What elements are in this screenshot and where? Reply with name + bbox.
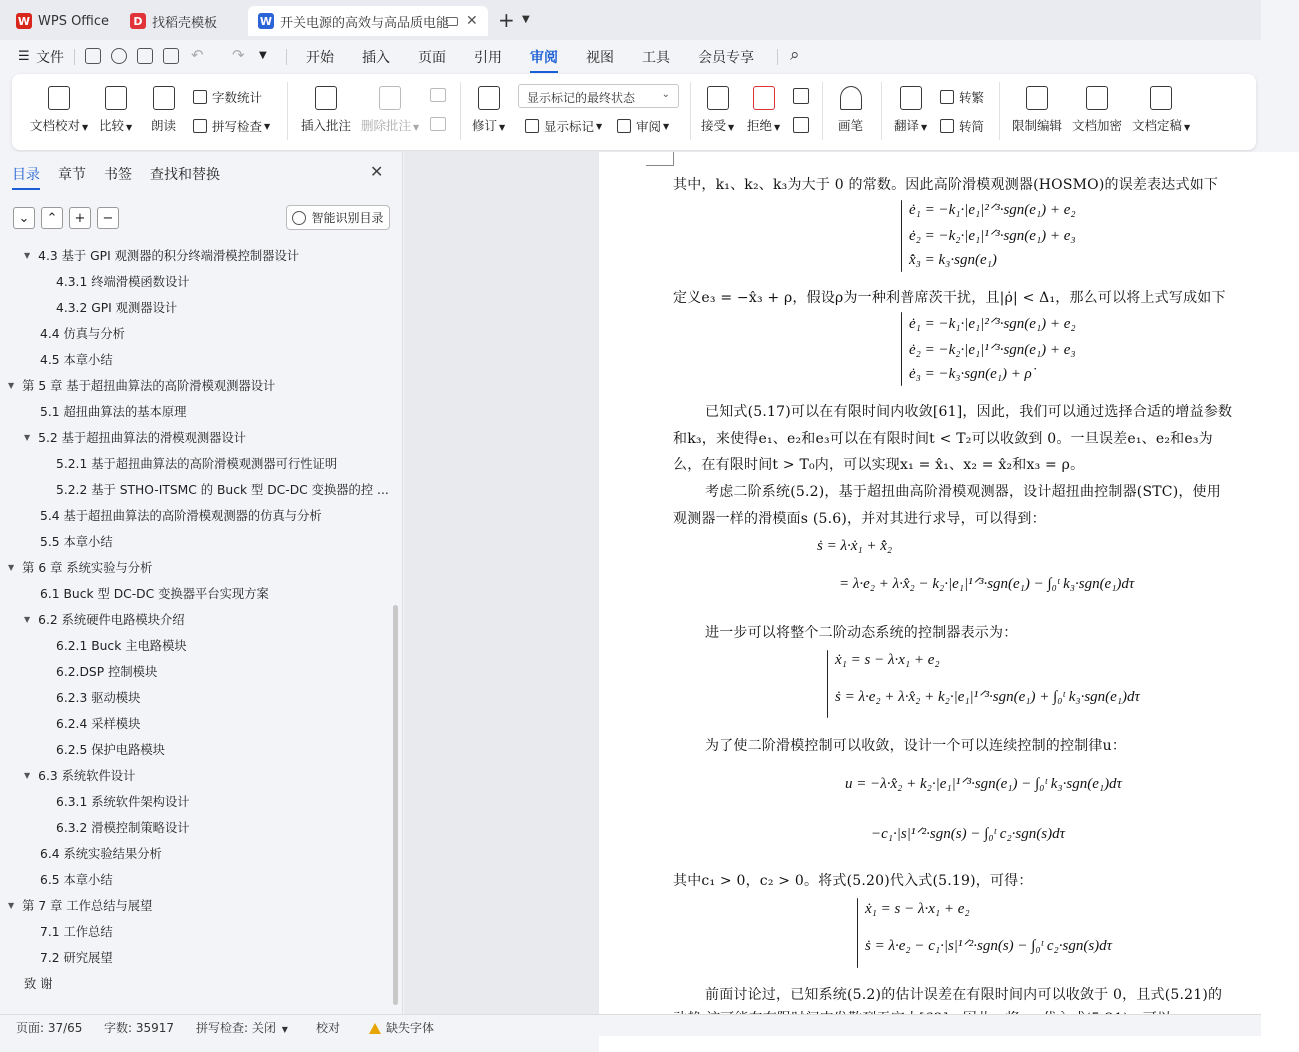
toc-item[interactable] (56, 476, 389, 502)
toc-item-label: 4.3.2 GPI 观测器设计 (56, 301, 178, 315)
toc-item[interactable] (8, 554, 152, 580)
paragraph[interactable]: 为了使二阶滑模控制可以收敛，设计一个可以连续控制的控制律u： (705, 738, 1127, 754)
translate-button[interactable]: 翻译 ▼ (894, 86, 927, 134)
toc-item[interactable] (40, 502, 322, 528)
revise-button[interactable]: 修订 ▼ (472, 86, 505, 134)
menu-tools[interactable]: 工具 (642, 50, 670, 66)
toc-list (0, 242, 395, 1002)
review-pane-button[interactable]: 审阅 ▼ (617, 117, 669, 135)
collapse-up-button[interactable]: ⌃ (41, 207, 63, 229)
equation-line[interactable]: u = −λ·x̂₂ + k₂·|e₁|¹ᐟ³·sgn(e₁) − ∫₀ᵗ k₃·sgn(e₁)dτ (845, 776, 1122, 792)
accept-icon (707, 86, 729, 110)
paragraph[interactable]: 么，在有限时间t > T₀内，可以实现x₁ = x̂₁、x₂ = x̂₂和x₃ = ρ。 (673, 457, 1085, 473)
wps-logo-icon: W (17, 14, 31, 28)
toc-item-label: 6.3.2 滑模控制策略设计 (56, 821, 190, 835)
toc-item-label: 6.3.1 系统软件架构设计 (56, 795, 190, 809)
toc-item-label: 4.4 仿真与分析 (40, 327, 125, 341)
word-count-icon (193, 90, 207, 104)
paragraph[interactable]: 已知式(5.17)可以在有限时间内收敛[61]，因此，我们可以通过选择合适的增益参数 (705, 404, 1233, 420)
tab-wps-office[interactable] (6, 6, 114, 36)
equation-line[interactable]: ṡ = λ·e₂ − c₁·|s|¹ᐟ²·sgn(s) − ∫₀ᵗ c₂·sgn(s)dτ (865, 938, 1113, 954)
toc-item[interactable] (56, 788, 190, 814)
equation-line[interactable]: −c₁·|s|¹ᐟ²·sgn(s) − ∫₀ᵗ c₂·sgn(s)dτ (871, 826, 1065, 842)
toc-item[interactable] (24, 242, 299, 268)
remove-heading-button[interactable]: − (97, 207, 119, 229)
next-change-icon[interactable] (793, 117, 809, 133)
smart-toc-button[interactable]: 智能识别目录 (286, 205, 390, 230)
divider (777, 49, 778, 65)
menu-view[interactable]: 视图 (586, 50, 614, 66)
equation-line[interactable]: ṡ = λ·ẋ₁ + x̂̇₂ (817, 538, 893, 554)
expand-triangle-icon[interactable]: ▼ (24, 250, 31, 260)
toc-item-label: 第 6 章 系统实验与分析 (22, 561, 153, 575)
paragraph[interactable]: 进一步可以将整个二阶动态系统的控制器表示为： (705, 625, 1018, 641)
tab-bookmarks[interactable]: 书签 (104, 167, 132, 183)
toc-item-label: 6.2.4 采样模块 (56, 717, 141, 731)
doc-check-button[interactable]: 文档校对 ▼ (30, 86, 88, 134)
paragraph[interactable]: 考虑二阶系统(5.2)，基于超扭曲高阶滑模观测器，设计超扭曲控制器(STC)，使用 (705, 484, 1221, 500)
equation-brace (901, 312, 902, 386)
finalize-button[interactable]: 文档定稿 ▼ (1132, 86, 1190, 134)
toc-item-label: 6.2.5 保护电路模块 (56, 743, 165, 757)
toc-item[interactable] (40, 398, 186, 424)
toc-item-label: 4.3.1 终端滑模函数设计 (56, 275, 190, 289)
tab-label: 找稻壳模板 (152, 15, 218, 31)
tab-sections[interactable]: 章节 (58, 167, 86, 183)
menu-page[interactable]: 页面 (418, 50, 446, 66)
toc-item-label: 5.4 基于超扭曲算法的高阶滑模观测器的仿真与分析 (40, 509, 322, 523)
menu-reference[interactable]: 引用 (474, 50, 502, 66)
revise-icon (478, 86, 500, 110)
show-markup-icon (525, 119, 539, 133)
toc-item-label: 第 5 章 基于超扭曲算法的高阶滑模观测器设计 (22, 379, 276, 393)
compare-icon (105, 86, 127, 110)
redo-icon[interactable]: ↷ (232, 46, 245, 64)
navigation-pane (0, 152, 403, 1014)
toc-item-label: 6.2 系统硬件电路模块介绍 (38, 613, 185, 627)
writer-logo-icon: W (259, 14, 273, 28)
read-aloud-icon (153, 86, 175, 110)
equation-line[interactable]: ė₁ = −k₁·|e₁|²ᐟ³·sgn(e₁) + e₂ (909, 202, 1076, 218)
expand-triangle-icon[interactable]: ▼ (8, 380, 15, 390)
page-corner-mark (646, 152, 674, 166)
print-icon[interactable] (137, 48, 153, 64)
menu-member[interactable]: 会员专享 (698, 50, 754, 66)
ribbon-review (12, 74, 1256, 150)
reject-button[interactable]: 拒绝 ▼ (747, 86, 780, 134)
divider (460, 82, 461, 140)
paragraph[interactable]: 其中，k₁、k₂、k₃为大于 0 的常数。因此高阶滑模观测器(HOSMO)的误差表达式如下 (673, 177, 1219, 193)
tab-bar (0, 0, 1261, 40)
chevron-down-icon: ⌄ (661, 89, 670, 100)
print-preview-icon[interactable] (163, 48, 179, 64)
toc-item-label: 4.5 本章小结 (40, 353, 113, 367)
read-aloud-button[interactable]: 朗读 (151, 86, 176, 134)
divider (74, 49, 75, 65)
toc-item[interactable] (24, 606, 185, 632)
monitor-icon[interactable] (446, 17, 458, 26)
toc-item[interactable] (56, 658, 157, 684)
toc-item[interactable] (56, 632, 187, 658)
menu-file[interactable]: 文件 (36, 50, 64, 66)
menu-home[interactable]: 开始 (306, 50, 334, 66)
equation-brace (901, 200, 902, 272)
insert-comment-icon (315, 86, 337, 110)
equation-line[interactable]: ė₂ = −k₂·|e₁|¹ᐟ³·sgn(e₁) + e₃ (909, 342, 1076, 358)
lock-doc-icon (1026, 86, 1048, 110)
tab-find-replace[interactable]: 查找和替换 (150, 167, 220, 183)
word-count[interactable]: 字数: 35917 (104, 1021, 175, 1035)
toc-item-label: 6.2.DSP 控制模块 (56, 665, 158, 679)
divider (690, 82, 691, 140)
scrollbar[interactable] (393, 605, 398, 1005)
close-icon[interactable]: ✕ (370, 162, 384, 181)
toc-item[interactable] (56, 814, 190, 840)
toc-item[interactable] (24, 970, 53, 996)
toc-item[interactable] (8, 372, 275, 398)
expand-triangle-icon[interactable]: ▼ (8, 900, 15, 910)
expand-triangle-icon[interactable]: ▼ (24, 770, 31, 780)
share-icon[interactable] (111, 48, 127, 64)
encrypt-doc-icon (1086, 86, 1108, 110)
toc-item-label: 5.2 基于超扭曲算法的滑模观测器设计 (38, 431, 247, 445)
toc-item[interactable] (24, 762, 135, 788)
spell-check-button[interactable]: 拼写检查 ▼ (193, 117, 270, 135)
equation-line[interactable]: ė₁ = −k₁·|e₁|²ᐟ³·sgn(e₁) + e₂ (909, 316, 1076, 332)
toc-item[interactable] (40, 918, 113, 944)
tab-toc[interactable]: 目录 (12, 164, 40, 184)
menu-review[interactable]: 审阅 (530, 47, 558, 67)
equation-line[interactable]: ṡ = λ·e₂ + λ·x̂₂ + k₂·|e₁|¹ᐟ³·sgn(e₁) + ∫₀ᵗ k₃·sgn(e₁)dτ (835, 689, 1140, 705)
expand-triangle-icon[interactable]: ▼ (24, 614, 31, 624)
accept-button[interactable]: 接受 ▼ (701, 86, 734, 134)
equation-line[interactable]: x̂̇₃ = k₃·sgn(e₁) (909, 252, 997, 268)
undo-icon[interactable]: ↶ (191, 46, 204, 64)
equation-line[interactable]: = λ·e₂ + λ·x̂₂ − k₂·|e₁|¹ᐟ³·sgn(e₁) − ∫₀ᵗ k₃·sgn(e₁)dτ (839, 576, 1135, 592)
equation-brace (857, 898, 858, 968)
hamburger-icon[interactable]: ☰ (18, 49, 30, 64)
toc-item-label: 第 7 章 工作总结与展望 (22, 899, 153, 913)
save-icon[interactable] (85, 48, 101, 64)
close-icon[interactable]: ✕ (466, 13, 478, 29)
toc-item[interactable] (40, 346, 113, 372)
word-count-button[interactable]: 字数统计 (193, 88, 262, 106)
toc-item-label: 6.2.3 驱动模块 (56, 691, 141, 705)
to-traditional-button[interactable]: 转繁 (940, 88, 984, 106)
insert-comment-button[interactable]: 插入批注 (301, 86, 351, 134)
tab-label: WPS Office (38, 13, 110, 29)
search-icon[interactable]: ⌕ (790, 45, 800, 65)
equation-line[interactable]: ė₃ = −k₃·sgn(e₁) + ρ̇ (909, 366, 1032, 382)
toc-item[interactable] (56, 736, 165, 762)
markup-state-select[interactable]: 显示标记的最终状态 ⌄ (518, 84, 679, 108)
new-tab-plus-icon[interactable]: + (498, 8, 515, 32)
previous-comment-icon[interactable] (430, 88, 446, 102)
restrict-edit-button[interactable]: 限制编辑 (1012, 86, 1062, 134)
paragraph[interactable]: 前面讨论过，已知系统(5.2)的估计误差在有限时间内可以收敛于 0，且式(5.21)的 (705, 987, 1223, 1003)
divider (286, 49, 287, 65)
toc-item-label: 致 谢 (24, 977, 53, 991)
previous-change-icon[interactable] (793, 88, 809, 104)
toc-item-label: 6.1 Buck 型 DC-DC 变换器平台实现方案 (40, 587, 269, 601)
equation-brace (827, 650, 828, 718)
chevron-down-icon[interactable]: ▼ (522, 14, 530, 25)
simplified-icon (940, 119, 954, 133)
delete-comment-icon (379, 86, 401, 110)
toc-item[interactable] (56, 684, 140, 710)
divider (287, 82, 288, 140)
warning-icon (369, 1023, 381, 1034)
page-indicator[interactable]: 页面: 37/65 (16, 1021, 83, 1035)
toc-item[interactable] (40, 840, 162, 866)
document-page (599, 152, 1299, 1052)
status-bar (0, 1014, 1261, 1036)
review-pane-icon (617, 119, 631, 133)
toc-item-label: 6.5 本章小结 (40, 873, 113, 887)
equation-line[interactable]: ẋ₁ = s − λ·x₁ + e₂ (835, 652, 940, 668)
toc-item[interactable] (40, 580, 269, 606)
toc-item[interactable] (56, 450, 337, 476)
divider (822, 82, 823, 140)
tab-label: 开关电源的高效与高品质电能 (280, 15, 450, 31)
toc-item[interactable] (40, 320, 125, 346)
toc-item[interactable] (40, 866, 113, 892)
toc-item-label: 5.2.2 基于 STHO-ITSMC 的 Buck 型 DC-DC 变换器的控 ... (56, 483, 389, 497)
delete-comment-button[interactable]: 删除批注 ▼ (361, 86, 419, 134)
collapse-down-button[interactable]: ⌄ (13, 207, 35, 229)
divider (881, 82, 882, 140)
compare-button[interactable]: 比较 ▼ (99, 86, 132, 134)
draw-button[interactable]: 画笔 (838, 86, 863, 134)
document-area (404, 152, 1261, 1014)
paragraph[interactable]: 和k₃，来使得e₁、e₂和e₃可以在有限时间t < T₂可以收敛到 0。一旦误差e₁、e₂和e₃为 (673, 431, 1213, 447)
docer-logo-icon: D (130, 13, 146, 29)
smart-icon (292, 211, 306, 225)
finalize-doc-icon (1150, 86, 1172, 110)
chevron-down-icon[interactable]: ▼ (259, 50, 267, 61)
toc-item[interactable] (8, 892, 152, 918)
toc-item-label: 5.5 本章小结 (40, 535, 113, 549)
encrypt-button[interactable]: 文档加密 (1072, 86, 1122, 134)
toc-item[interactable] (24, 424, 246, 450)
paragraph[interactable]: 定义e₃ = −x̂₃ + ρ，假设ρ为一种利普席茨干扰，且|ρ̇| < Δ₁，那么可以将上式写成如下 (673, 290, 1226, 306)
toc-item-label: 4.3 基于 GPI 观测器的积分终端滑模控制器设计 (38, 249, 300, 263)
equation-line[interactable]: ė₂ = −k₂·|e₁|¹ᐟ³·sgn(e₁) + e₃ (909, 228, 1076, 244)
spell-check-status[interactable]: 拼写检查: 关闭 ▼ (196, 1021, 288, 1035)
proofread-status[interactable]: 校对 (316, 1021, 341, 1035)
toc-item-label: 6.2.1 Buck 主电路模块 (56, 639, 187, 653)
paragraph[interactable]: 观测器一样的滑模面s (5.6)，并对其进行求导，可以得到： (673, 511, 1046, 527)
reject-icon (753, 86, 775, 110)
expand-triangle-icon[interactable]: ▼ (24, 432, 31, 442)
tab-docer[interactable] (120, 6, 242, 36)
doc-check-icon (48, 86, 70, 110)
toc-item[interactable] (56, 294, 177, 320)
menu-bar (0, 40, 1261, 72)
missing-font-status[interactable]: 缺失字体 (369, 1019, 434, 1036)
toc-item-label: 6.3 系统软件设计 (38, 769, 136, 783)
divider (999, 82, 1000, 140)
toc-item-label: 7.2 研究展望 (40, 951, 113, 965)
equation-line[interactable]: ẋ₁ = s − λ·x₁ + e₂ (865, 901, 970, 917)
toc-item-label: 5.2.1 基于超扭曲算法的高阶滑模观测器可行性证明 (56, 457, 338, 471)
toc-item-label: 7.1 工作总结 (40, 925, 113, 939)
translate-icon (900, 86, 922, 110)
expand-triangle-icon[interactable]: ▼ (8, 562, 15, 572)
paragraph[interactable]: 其中c₁ > 0，c₂ > 0。将式(5.20)代入式(5.19)，可得： (673, 873, 1033, 889)
toc-item-label: 6.4 系统实验结果分析 (40, 847, 162, 861)
menu-insert[interactable]: 插入 (362, 50, 390, 66)
toc-item-label: 5.1 超扭曲算法的基本原理 (40, 405, 187, 419)
spell-check-icon (193, 119, 207, 133)
to-simplified-button[interactable]: 转简 (940, 117, 984, 135)
next-comment-icon[interactable] (430, 117, 446, 131)
traditional-icon (940, 90, 954, 104)
toc-item[interactable] (40, 528, 113, 554)
show-markup-button[interactable]: 显示标记 ▼ (525, 117, 602, 135)
toc-item[interactable] (40, 944, 113, 970)
pen-icon (840, 86, 862, 110)
toc-item[interactable] (56, 710, 140, 736)
tab-document[interactable] (248, 6, 488, 36)
add-heading-button[interactable]: + (69, 207, 91, 229)
toc-item[interactable] (56, 268, 190, 294)
